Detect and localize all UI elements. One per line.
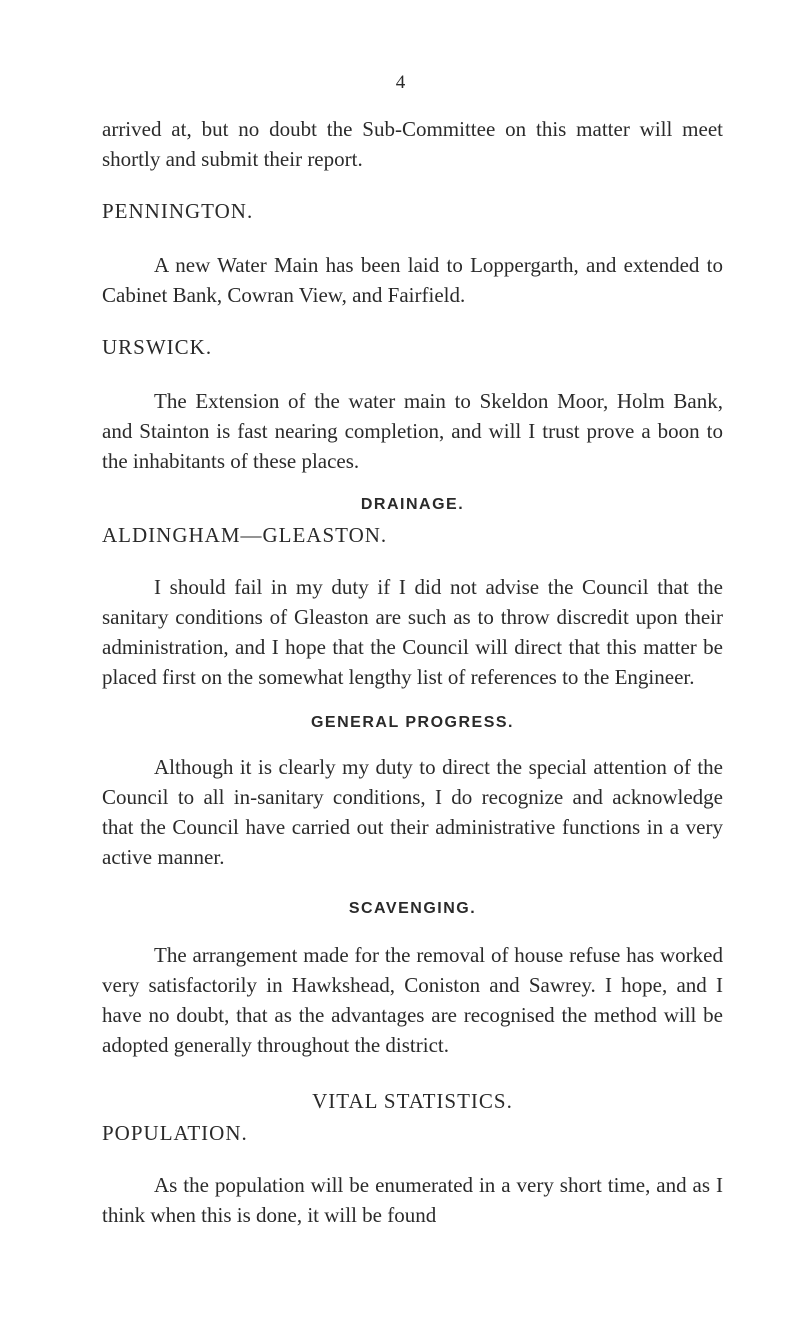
urswick-paragraph: The Extension of the water main to Skeldon Moor, Holm Bank, and Stainton is fast nearing completion, and will I trust prove a boon to the inhabitants of these places.	[102, 389, 723, 473]
general-progress-heading: GENERAL PROGRESS.	[310, 714, 514, 731]
aldingham-heading: ALDINGHAM—GLEASTON.	[102, 523, 388, 547]
page-body	[102, 114, 723, 1230]
urswick-heading: URSWICK.	[102, 335, 213, 359]
pennington-paragraph: A new Water Main has been laid to Loppergarth, and extended to Cabinet Bank, Cowran View, and Fairfield.	[102, 253, 723, 307]
pennington-heading: PENNINGTON.	[102, 199, 254, 223]
scavenging-paragraph: The arrangement made for the removal of house refuse has worked very satisfactorily in Hawkshead, Coniston and Sawrey. I hope, and I have no doubt, that as the advantages are recognised the method will be adopted generally throughout the district.	[102, 943, 723, 1057]
vital-statistics-heading: VITAL STATISTICS.	[312, 1089, 513, 1113]
drainage-heading: DRAINAGE.	[360, 496, 465, 513]
intro-paragraph: arrived at, but no doubt the Sub-Committee on this matter will meet shortly and submit their report.	[102, 117, 723, 171]
page-number: 4	[395, 72, 406, 93]
population-heading: POPULATION.	[102, 1121, 248, 1145]
general-progress-paragraph: Although it is clearly my duty to direct the special attention of the Council to all in-sanitary conditions, I do recognize and acknowledge that the Council have carried out their administrative functions in a very active manner.	[102, 755, 723, 869]
scavenging-heading: SCAVENGING.	[348, 900, 477, 917]
population-paragraph: As the population will be enumerated in a very short time, and as I think when this is done, it will be found	[102, 1173, 723, 1227]
aldingham-paragraph: I should fail in my duty if I did not advise the Council that the sanitary conditions of Gleaston are such as to throw discredit upon their administration, and I hope that the Council will direct that this matter be placed first on the somewhat lengthy list of references to the Engineer.	[102, 575, 723, 689]
